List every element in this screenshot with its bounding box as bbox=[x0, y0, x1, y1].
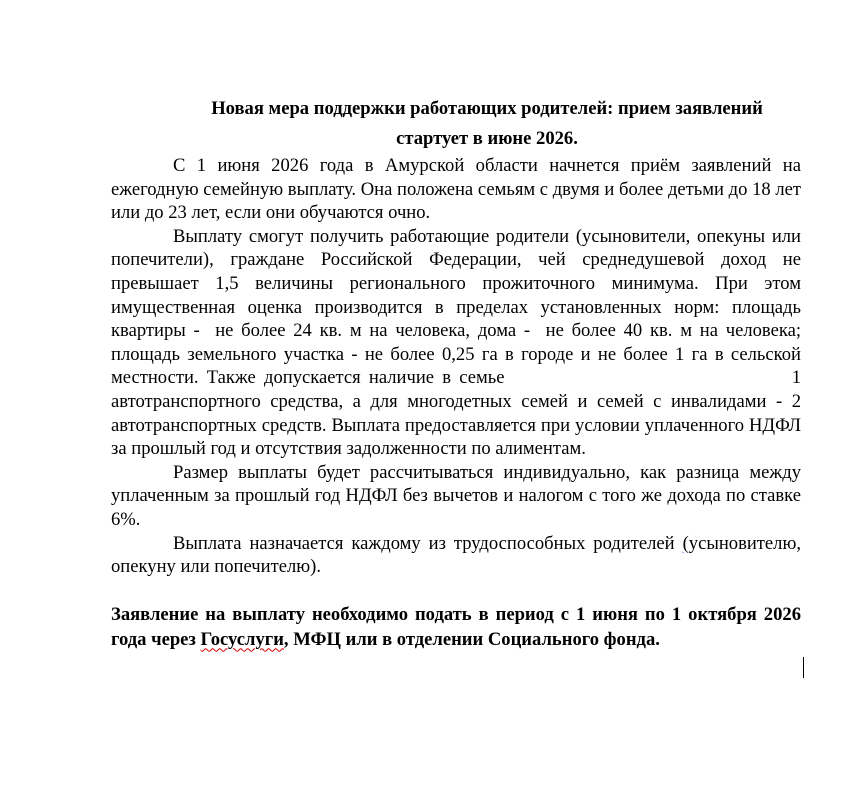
paragraph-2: Выплату смогут получить работающие родители (усыновители, опекуны или попечители), граждане Российской Федерации, чей среднедушевой доход не превышает 1,5 величины регионального прожиточного минимума. При этом имущественная оценка производится в пределах установленных норм: площадь квартиры - не более 24 кв. м на человека, дома - не более 40 кв. м на человека; площадь земельного участка - не более 0,25 га в городе и не более 1 га в сельской местности. Также допускается наличие в семье 1 автотранспортного средства, а для многодетных семей и семей с инвалидами - 2 автотранспортных средств. Выплата предоставляется при условии уплаченного НДФЛ за прошлый год и отсутствия задолженности по алиментам. bbox=[111, 225, 806, 460]
closing-text-1: Заявление на выплату необходимо подать в период с 1 июня по 1 октября 2026 года через bbox=[111, 603, 801, 650]
paragraph-4-rest: усыновителю, опекуну или попечителю). bbox=[111, 532, 806, 578]
paragraph-1: С 1 июня 2026 года в Амурской области начнется приём заявлений на ежегодную семейную выплату. Она положена семьям с двумя и более детьми до 18 лет или до 23 лет, если они обучаются очно. bbox=[111, 155, 806, 224]
document-title: Новая мера поддержки работающих родителей: прием заявлений стартует в июне 2026. bbox=[211, 98, 763, 149]
closing-paragraph bbox=[111, 602, 801, 652]
paragraph-3: Размер выплаты будет рассчитываться индивидуально, как разница между уплаченным за прошлый год НДФЛ без вычетов и налогом с того же дохода по ставке 6%. bbox=[111, 461, 806, 530]
paragraph-4-text: Выплата назначается каждому из трудоспособных родителей bbox=[173, 532, 683, 554]
document-body[interactable] bbox=[111, 94, 806, 652]
paragraph-4 bbox=[111, 532, 806, 579]
empty-line bbox=[111, 579, 801, 602]
spellcheck-mark: ( bbox=[682, 532, 689, 554]
closing-text-2: , МФЦ или в отделении Социального фонда. bbox=[283, 628, 660, 650]
gosuslugi-word: Госуслуги bbox=[200, 628, 284, 650]
text-cursor bbox=[803, 657, 804, 678]
